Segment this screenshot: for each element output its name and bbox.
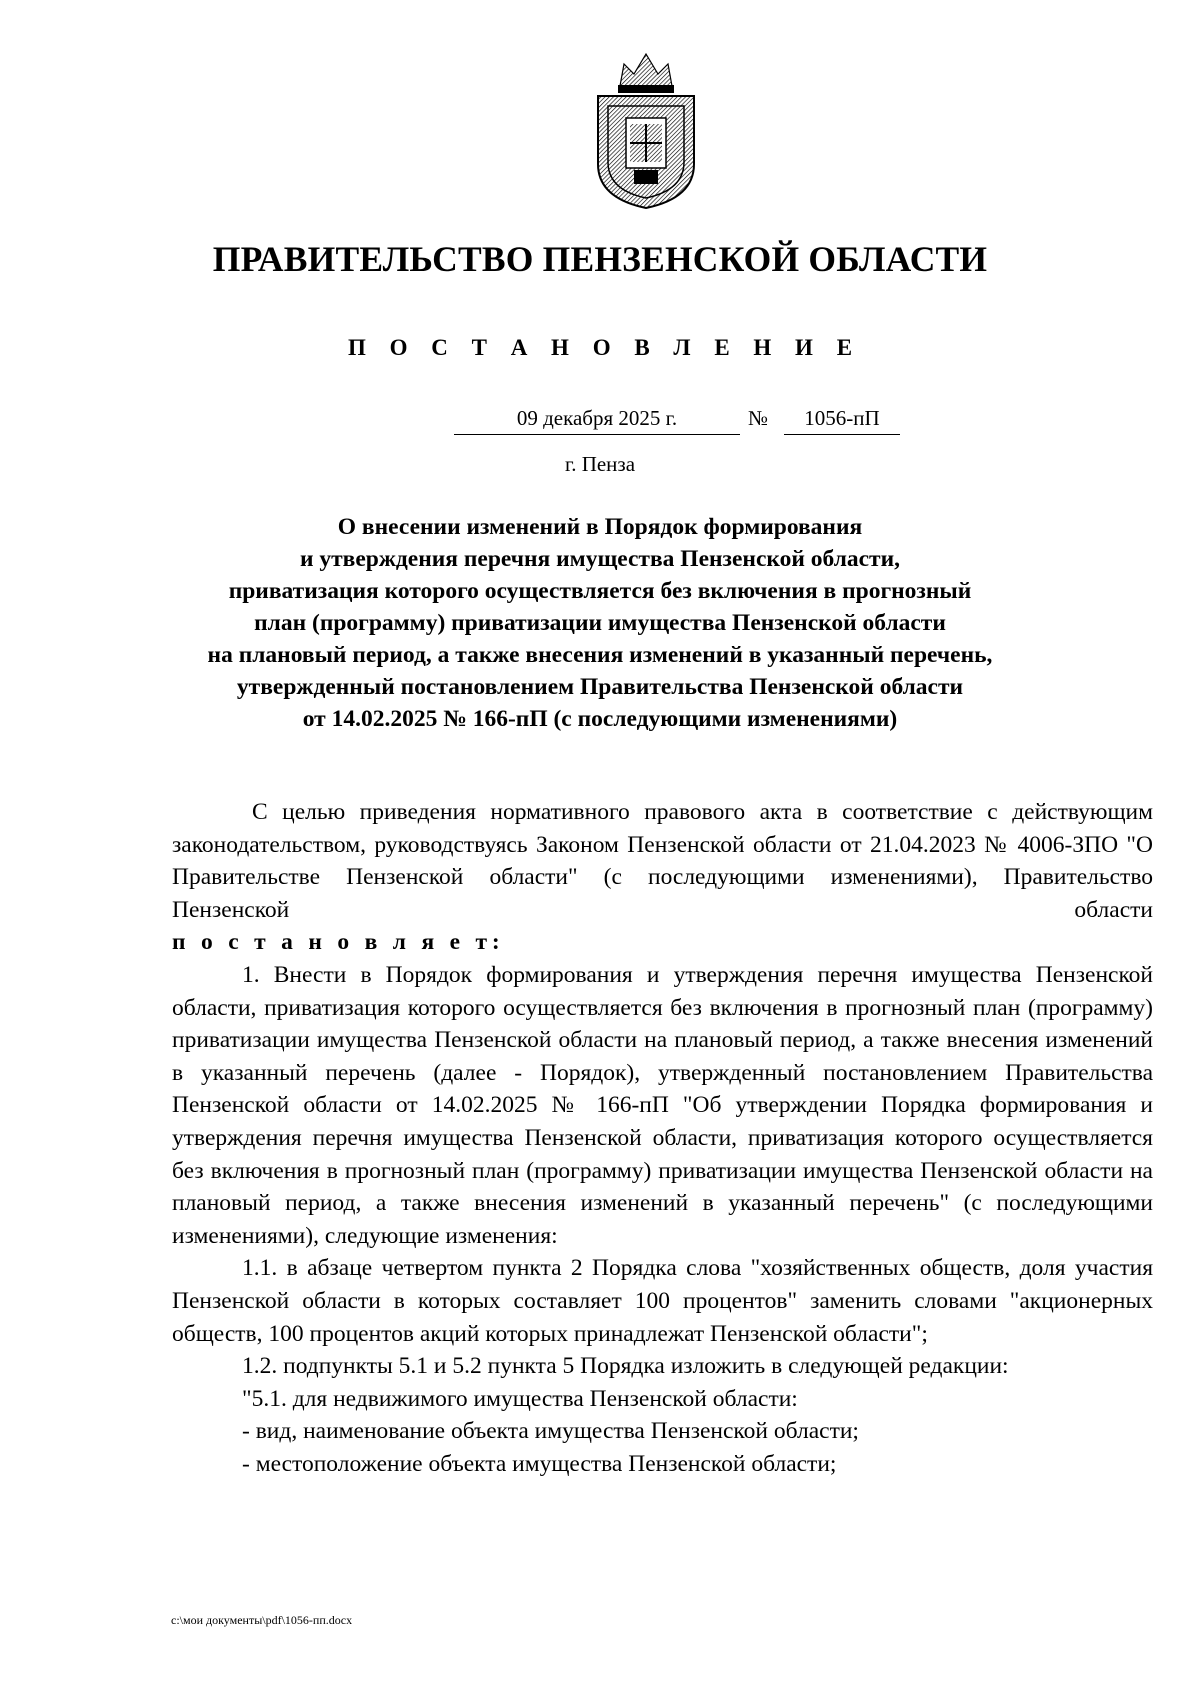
decides-word: п о с т а н о в л я е т:	[172, 929, 505, 956]
subject-line: О внесении изменений в Порядок формирования	[337, 514, 863, 540]
document-type: П О С Т А Н О В Л Е Н И Е	[347, 335, 862, 360]
dash-item: - местоположение объекта имущества Пензенской области;	[242, 1450, 837, 1477]
item-1-1-paragraph: 1.1. в абзаце четвертом пункта 2 Порядка слова "хозяйственных обществ, доля участия Пензенской области в которых составляет 100 процентов" заменить словами "акционерных обществ, 100 процентов акций которых принадлежат Пензенской области";	[172, 1255, 1153, 1347]
city: г. Пенза	[564, 452, 636, 476]
subject-line: утвержденный постановлением Правительства Пензенской области	[236, 674, 964, 700]
document-number: 1056-пП	[784, 406, 900, 435]
item-1-paragraph: 1. Внести в Порядок формирования и утверждения перечня имущества Пензенской области, приватизация которого осуществляется без включения в прогнозный план (программу) приватизации имущества Пензенской области на плановый период, а также внесения изменений в указанный перечень (далее - Порядок), утвержденный постановлением Правительства Пензенской области от 14.02.2025 № 166-пП "Об утверждении Порядка формирования и утверждения перечня имущества Пензенской области, приватизация которого осуществляется без включения в прогнозный план (программу) приватизации имущества Пензенской области на плановый период, а также внесения изменений в указанный перечень" (с последующими изменениями), следующие изменения:	[172, 961, 1153, 1249]
document-date: 09 декабря 2025 г.	[454, 406, 740, 435]
item-1-2-paragraph: 1.2. подпункты 5.1 и 5.2 пункта 5 Порядка изложить в следующей редакции:	[242, 1353, 1009, 1380]
document-subject	[150, 511, 1050, 735]
coat-of-arms-icon	[590, 52, 702, 210]
file-path-footer: c:\мои документы\pdf\1056-пп.docx	[171, 1613, 353, 1627]
subject-line: от 14.02.2025 № 166-пП (с последующими изменениями)	[302, 706, 898, 732]
authority-title: ПРАВИТЕЛЬСТВО ПЕНЗЕНСКОЙ ОБЛАСТИ	[212, 239, 988, 279]
item-5-1-paragraph: "5.1. для недвижимого имущества Пензенской области:	[242, 1385, 798, 1412]
date-number-line	[0, 406, 1200, 436]
subject-line: план (программу) приватизации имущества Пензенской области	[254, 610, 946, 636]
subject-line: приватизация которого осуществляется без включения в прогнозный	[228, 578, 972, 604]
subject-line: на плановый период, а также внесения изменений в указанный перечень,	[207, 642, 993, 668]
dash-item: - вид, наименование объекта имущества Пензенской области;	[242, 1418, 859, 1445]
preamble-paragraph: С целью приведения нормативного правового акта в соответствие с действующим законодательством, руководствуясь Законом Пензенской области от 21.04.2023 № 4006-ЗПО "О Правительстве Пензенской области" (с последующими изменениями), Правительство Пензенской области	[172, 799, 1153, 923]
subject-line: и утверждения перечня имущества Пензенской области,	[299, 546, 901, 572]
document-body	[172, 796, 1153, 1480]
number-sign: №	[748, 406, 769, 430]
